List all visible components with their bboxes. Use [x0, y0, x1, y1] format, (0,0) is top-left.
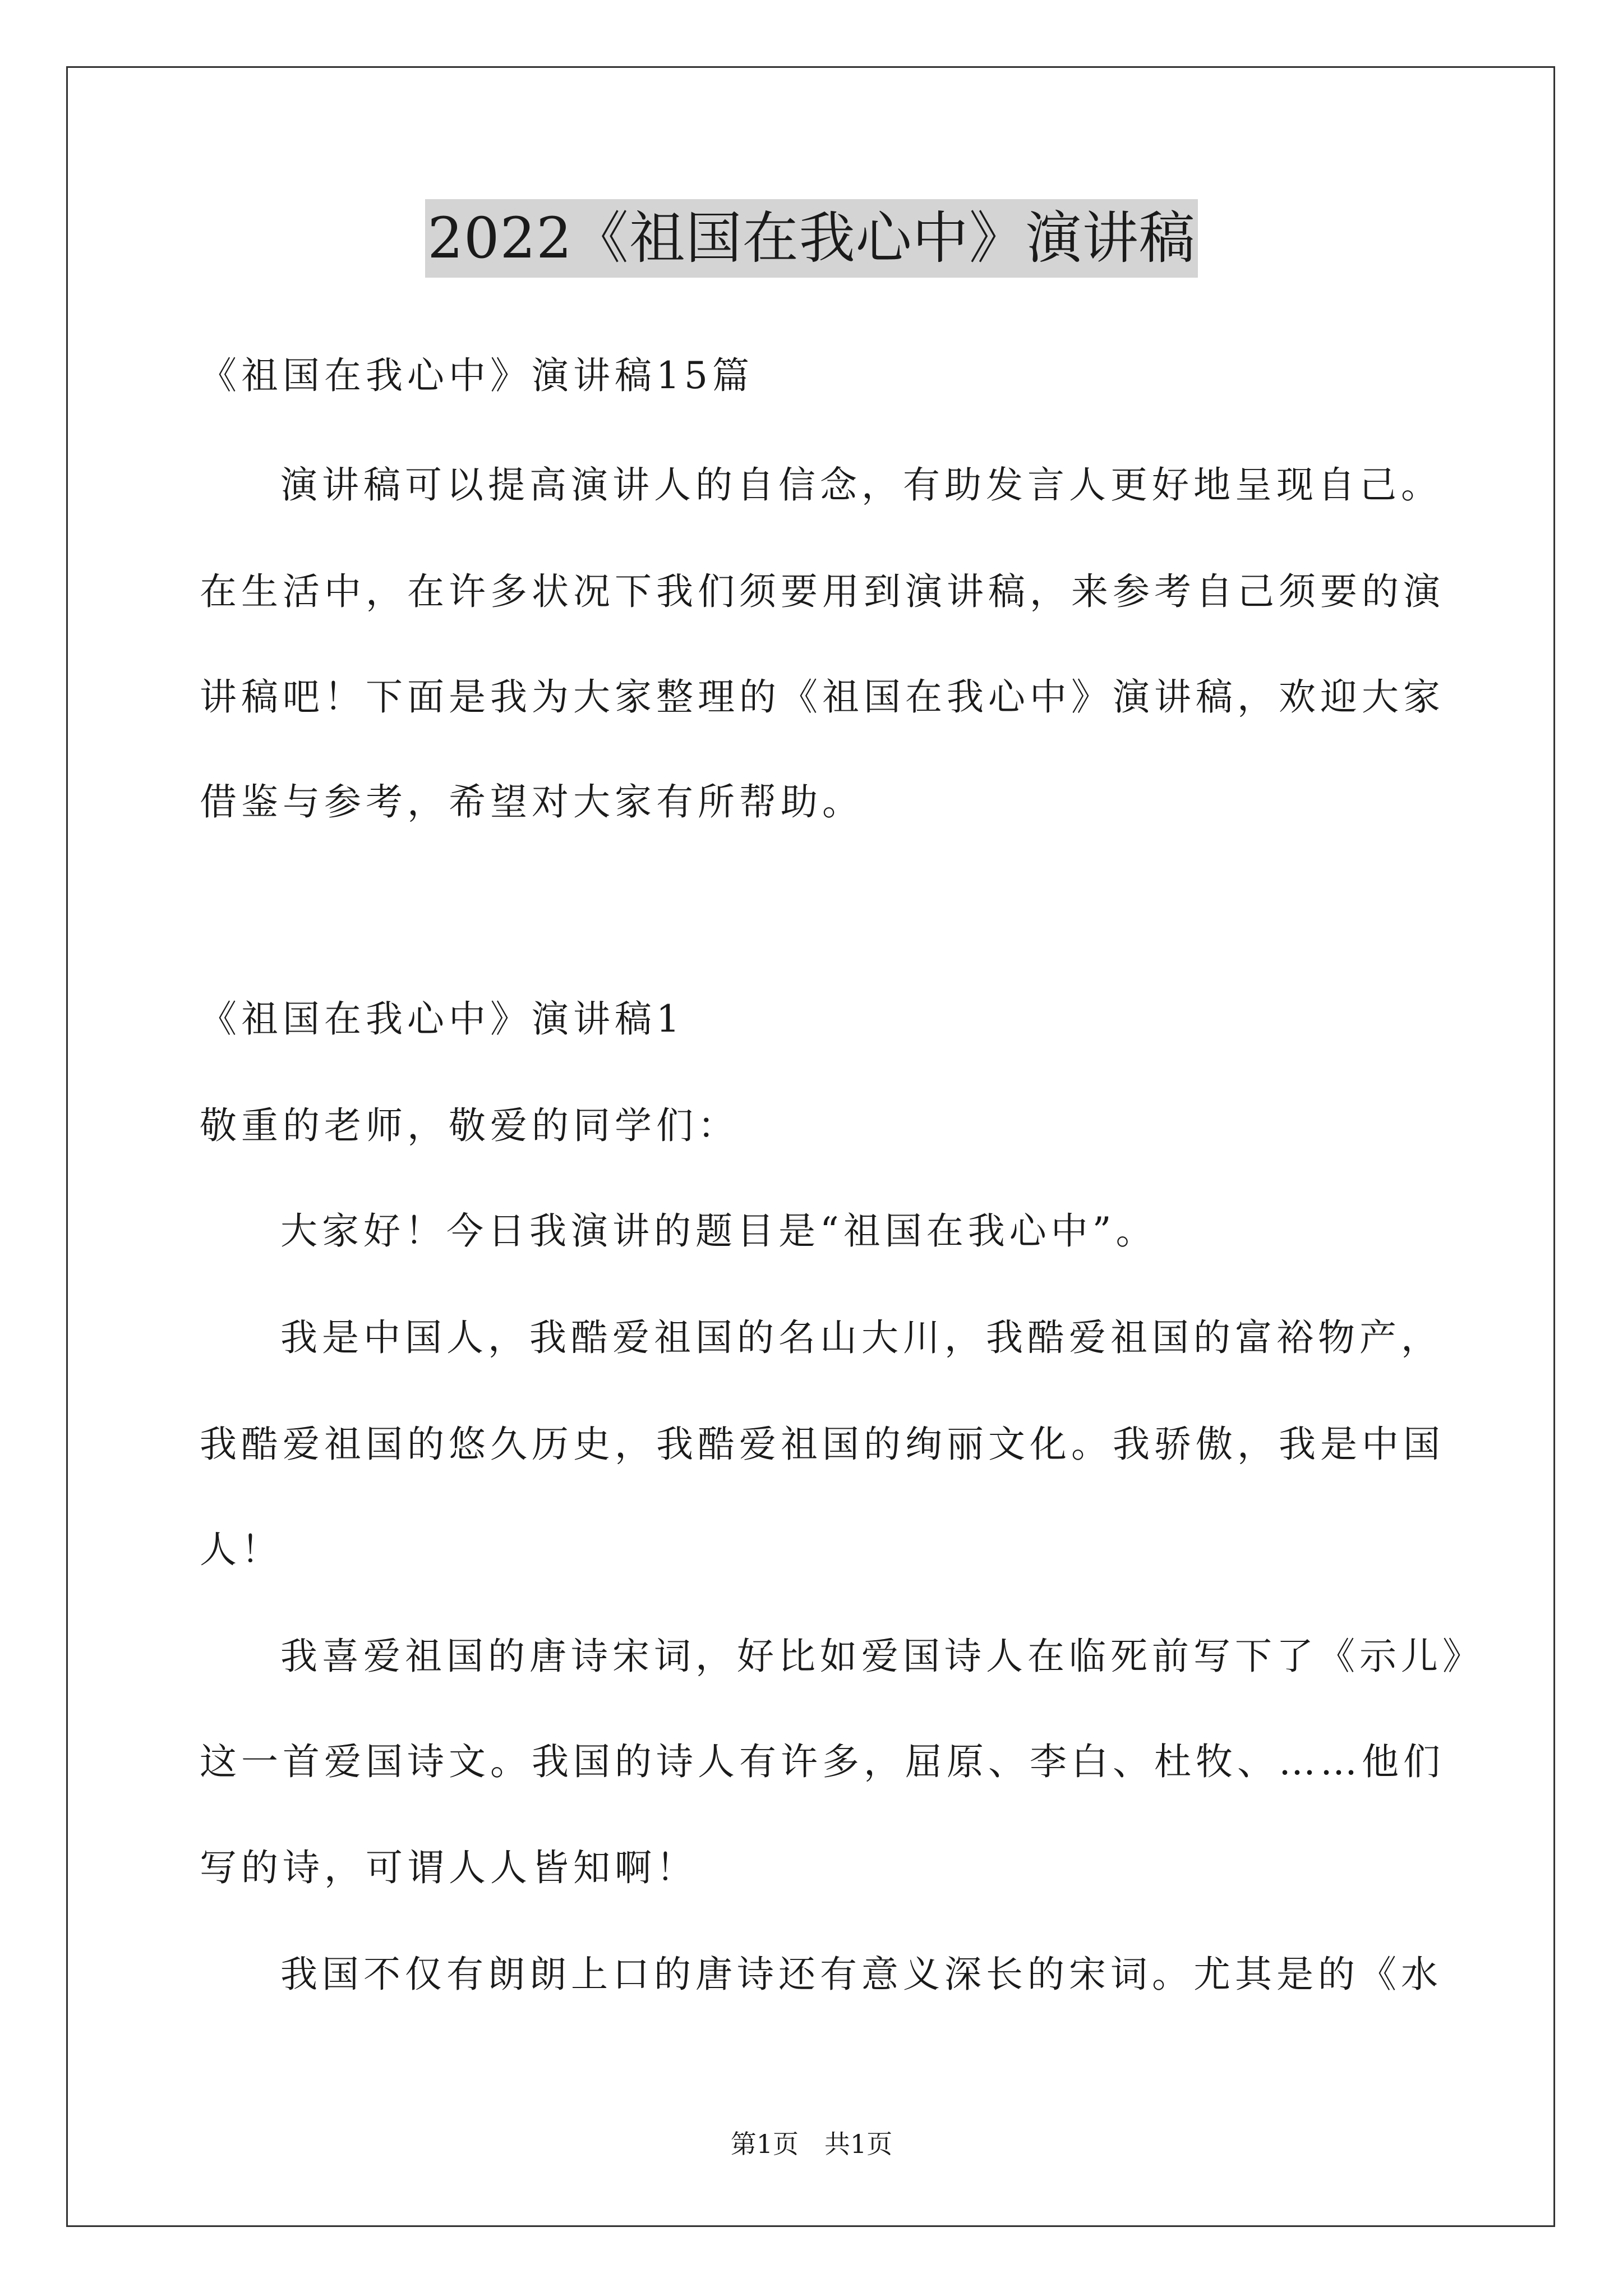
paragraph-line: 演讲稿可以提高演讲人的自信念，有助发言人更好地呈现自己。: [280, 463, 1442, 507]
paragraph-line: 在生活中，在许多状况下我们须要用到演讲稿，来参考自己须要的演: [200, 570, 1445, 613]
paragraph-line: 我酷爱祖国的悠久历史，我酷爱祖国的绚丽文化。我骄傲，我是中国: [200, 1423, 1445, 1466]
paragraph-line: 我喜爱祖国的唐诗宋词，好比如爱国诗人在临死前写下了《示儿》: [280, 1635, 1484, 1678]
paragraph-line: 这一首爱国诗文。我国的诗人有许多，屈原、李白、杜牧、……他们: [200, 1740, 1445, 1783]
paragraph-line: 大家好！今日我演讲的题目是“祖国在我心中”。: [280, 1209, 1158, 1253]
page-footer: 第1页 共1页: [730, 2129, 893, 2159]
paragraph-line: 讲稿吧！下面是我为大家整理的《祖国在我心中》演讲稿，欢迎大家: [200, 675, 1445, 719]
salutation-line: 敬重的老师，敬爱的同学们：: [200, 1104, 739, 1147]
paragraph-line: 借鉴与参考，希望对大家有所帮助。: [200, 780, 864, 823]
section-heading: 《祖国在我心中》演讲稿1: [200, 997, 684, 1041]
paragraph-line: 我国不仅有朗朗上口的唐诗还有意义深长的宋词。尤其是的《水: [280, 1953, 1442, 1996]
paragraph-line: 人！: [200, 1528, 283, 1571]
subtitle-line: 《祖国在我心中》演讲稿15篇: [200, 354, 754, 397]
document-title: 2022《祖国在我心中》演讲稿: [425, 199, 1198, 278]
paragraph-line: 写的诗，可谓人人皆知啊！: [200, 1846, 698, 1889]
title-container: [0, 199, 1623, 278]
paragraph-line: 我是中国人，我酷爱祖国的名山大川，我酷爱祖国的富裕物产，: [280, 1316, 1442, 1359]
